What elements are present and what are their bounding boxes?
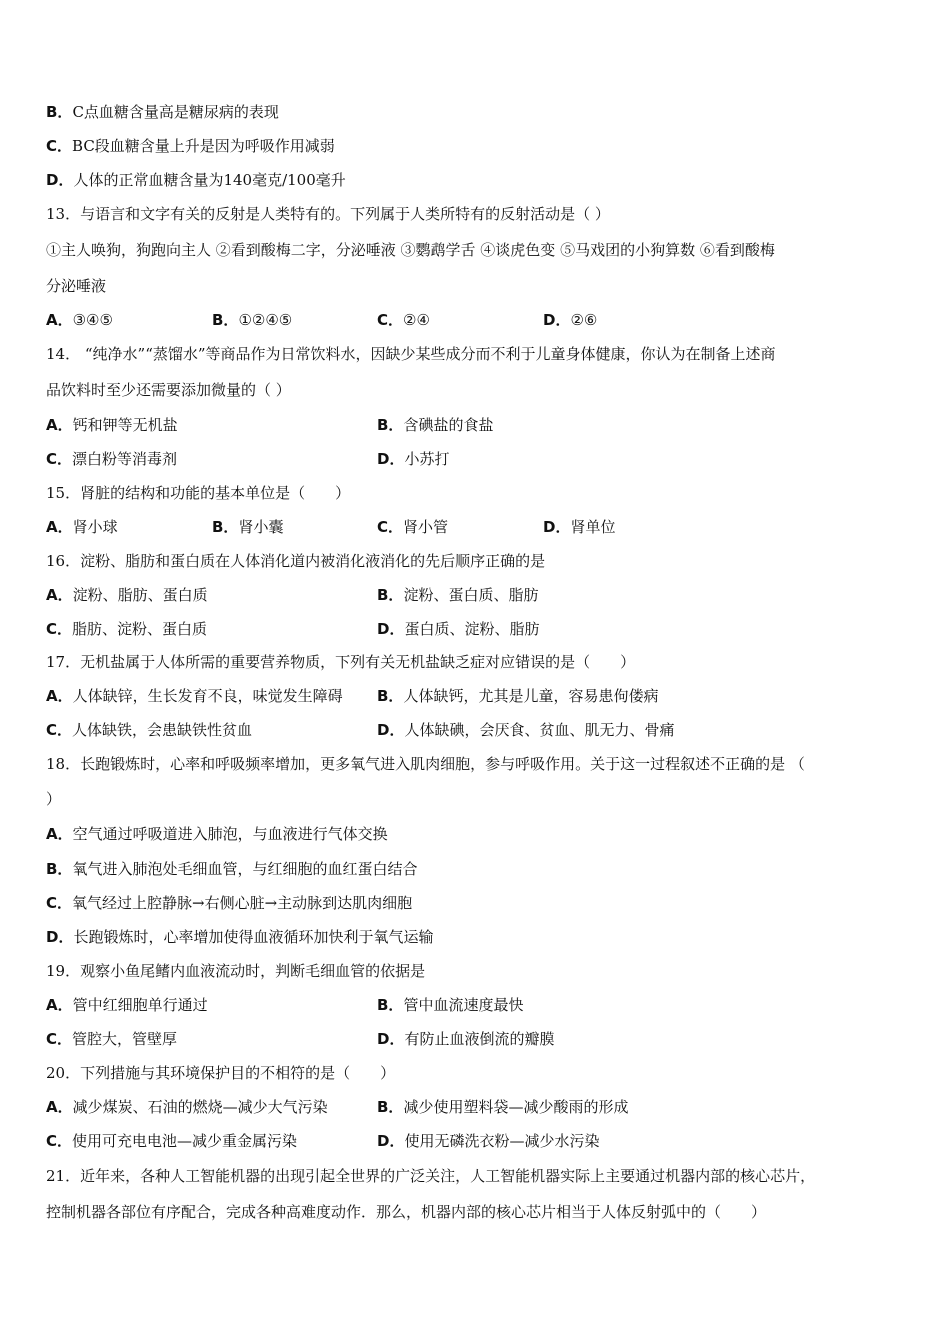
q15-option-a: A．肾小球 xyxy=(46,518,118,536)
q19-option-a: A．管中红细胞单行通过 xyxy=(46,996,208,1014)
option-label: C． xyxy=(46,137,73,155)
q20-option-d: D．使用无磷洗衣粉—减少水污染 xyxy=(377,1132,600,1150)
q18-option-c: C．氧气经过上腔静脉→右侧心脏→主动脉到达肌肉细胞 xyxy=(46,894,413,912)
q18-option-a: A．空气通过呼吸道进入肺泡，与血液进行气体交换 xyxy=(46,825,388,843)
q13-option-d: D．②⑥ xyxy=(543,311,598,329)
q18-option-d: D．长跑锻炼时，心率增加使得血液循环加快利于氧气运输 xyxy=(46,928,434,946)
q12-option-b: B．C点血糖含量高是糖尿病的表现 xyxy=(46,103,279,121)
q13-option-c: C．②④ xyxy=(377,311,430,329)
q14-stem-cont: 品饮料时至少还需要添加微量的（ ） xyxy=(46,381,291,399)
q19-option-c: C．管腔大，管壁厚 xyxy=(46,1030,178,1048)
q15-stem: 15．肾脏的结构和功能的基本单位是（ ） xyxy=(46,484,351,502)
q16-option-c: C．脂肪、淀粉、蛋白质 xyxy=(46,620,208,638)
q15-option-c: C．肾小管 xyxy=(377,518,449,536)
q17-option-b: B．人体缺钙，尤其是儿童，容易患佝偻病 xyxy=(377,687,659,705)
q15-option-b: B．肾小囊 xyxy=(212,518,284,536)
q18-stem: 18．长跑锻炼时，心率和呼吸频率增加，更多氧气进入肌肉细胞，参与呼吸作用。关于这一过程叙述不正确的是 （ xyxy=(46,755,805,773)
q15-option-d: D．肾单位 xyxy=(543,518,616,536)
q14-option-a: A．钙和钾等无机盐 xyxy=(46,416,178,434)
q13-option-a: A．③④⑤ xyxy=(46,311,113,329)
q13-stem: 13．与语言和文字有关的反射是人类特有的。下列属于人类所特有的反射活动是（ ） xyxy=(46,205,610,223)
q13-option-b: B．①②④⑤ xyxy=(212,311,293,329)
q18-option-b: B．氧气进入肺泡处毛细血管，与红细胞的血红蛋白结合 xyxy=(46,860,418,878)
q13-items: ①主人唤狗，狗跑向主人 ②看到酸梅二字，分泌唾液 ③鹦鹉学舌 ④谈虎色变 ⑤马戏团的小狗算数 ⑥看到酸梅 xyxy=(46,241,775,259)
q14-option-c: C．漂白粉等消毒剂 xyxy=(46,450,178,468)
q17-option-c: C．人体缺铁，会患缺铁性贫血 xyxy=(46,721,253,739)
q19-stem: 19．观察小鱼尾鳍内血液流动时，判断毛细血管的依据是 xyxy=(46,962,426,980)
q19-option-b: B．管中血流速度最快 xyxy=(377,996,524,1014)
q18-stem-cont: ） xyxy=(46,790,62,808)
q20-option-a: A．减少煤炭、石油的燃烧—减少大气污染 xyxy=(46,1098,328,1116)
q21-stem-cont: 控制机器各部位有序配合，完成各种高难度动作．那么，机器内部的核心芯片相当于人体反射弧中的（ ） xyxy=(46,1203,767,1221)
q16-option-d: D．蛋白质、淀粉、脂肪 xyxy=(377,620,540,638)
option-label: D． xyxy=(46,171,74,189)
q20-option-b: B．减少使用塑料袋—减少酸雨的形成 xyxy=(377,1098,629,1116)
q16-stem: 16．淀粉、脂肪和蛋白质在人体消化道内被消化液消化的先后顺序正确的是 xyxy=(46,552,546,570)
q16-option-a: A．淀粉、脂肪、蛋白质 xyxy=(46,586,208,604)
q14-stem: 14． “纯净水”“蒸馏水”等商品作为日常饮料水，因缺少某些成分而不利于儿童身体健康，你认为在制备上述商 xyxy=(46,345,776,363)
q16-option-b: B．淀粉、蛋白质、脂肪 xyxy=(377,586,539,604)
q17-option-a: A．人体缺锌，生长发育不良，味觉发生障碍 xyxy=(46,687,343,705)
q14-option-b: B．含碘盐的食盐 xyxy=(377,416,494,434)
q14-option-d: D．小苏打 xyxy=(377,450,450,468)
q12-option-c: C．BC段血糖含量上升是因为呼吸作用减弱 xyxy=(46,137,335,155)
q20-stem: 20．下列措施与其环境保护目的不相符的是（ ） xyxy=(46,1064,396,1082)
q17-option-d: D．人体缺碘，会厌食、贫血、肌无力、骨痛 xyxy=(377,721,675,739)
option-label: B． xyxy=(46,103,73,121)
q13-items-cont: 分泌唾液 xyxy=(46,277,107,295)
q19-option-d: D．有防止血液倒流的瓣膜 xyxy=(377,1030,555,1048)
q17-stem: 17．无机盐属于人体所需的重要营养物质，下列有关无机盐缺乏症对应错误的是（ ） xyxy=(46,653,636,671)
q12-option-d: D．人体的正常血糖含量为140毫克/100毫升 xyxy=(46,171,346,189)
q21-stem: 21．近年来，各种人工智能机器的出现引起全世界的广泛关注，人工智能机器实际上主要通过机器内部的核心芯片， xyxy=(46,1167,816,1185)
q20-option-c: C．使用可充电电池—减少重金属污染 xyxy=(46,1132,298,1150)
